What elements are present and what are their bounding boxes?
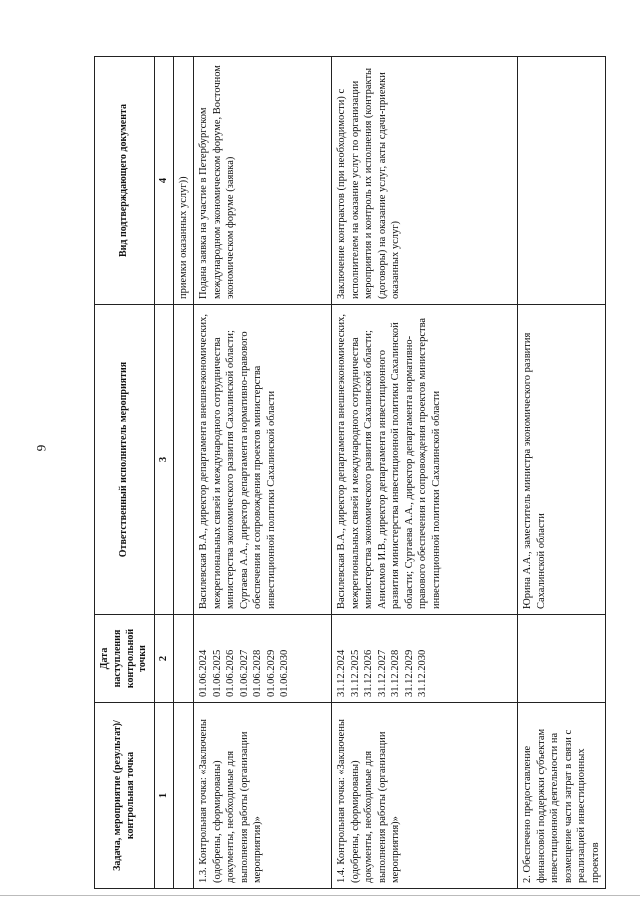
document-cell: Заключение контрактов (при необходимости) с исполнителем на оказание услуг по организации мероприятия и контроль их исполнения (контракты (договоры) на оказание услуг, акты сдачи-приемки оказанных услуг)	[332, 57, 518, 305]
responsible-cell: Юрина А.А., заместитель министра экономического развития Сахалинской области	[518, 305, 606, 615]
task-cell: 1.3. Контрольная точка: «Заключены (одобрены, сформированы) документы, необходимые для выполнения работы (организации мероприятия)»	[194, 703, 332, 889]
date-value: 01.06.2029	[265, 649, 277, 697]
task-cell: 1.4. Контрольная точка: «Заключены (одобрены, сформированы) документы, необходимые для выполнения работы (организации мероприятия)»	[332, 703, 518, 889]
task-cell: 2. Обеспечено предоставление финансовой поддержки субъектам инвестиционной деятельности на возмещение части затрат в связи с реализацией инвестиционных проектов	[518, 703, 606, 889]
column-number: 4	[155, 57, 174, 305]
control-points-table	[94, 56, 606, 889]
rotated-table-container	[94, 57, 601, 889]
date-value: 01.06.2025	[211, 649, 223, 697]
responsible-cell	[174, 305, 194, 615]
column-number: 3	[155, 305, 174, 615]
document-cell: приемки оказанных услуг))	[174, 57, 194, 305]
table-row	[194, 57, 332, 889]
date-cell	[518, 615, 606, 703]
page-bottom-line	[0, 895, 640, 896]
document-cell	[518, 57, 606, 305]
date-value: 01.06.2027	[238, 649, 250, 697]
date-value: 31.12.2029	[403, 649, 415, 697]
header-row	[95, 57, 155, 889]
column-number: 1	[155, 703, 174, 889]
header-date: Дата наступления контрольной точки	[95, 615, 155, 703]
date-value: 31.12.2025	[349, 649, 361, 697]
responsible-cell: Василевская В.А., директор департамента внешнеэкономических, межрегиональных связей и международного сотрудничества министерства экономического развития Сахалинской области; Суртаева А.А., директор департамента нормативно-правового обеспечения и сопровождения проектов министерства инвестиционной политики Сахалинской области	[194, 305, 332, 615]
table-row	[332, 57, 518, 889]
column-number: 2	[155, 615, 174, 703]
date-value: 01.06.2030	[279, 649, 291, 697]
date-value: 01.06.2024	[198, 649, 210, 697]
date-value: 31.12.2027	[376, 649, 388, 697]
column-number-row	[155, 57, 174, 889]
date-value: 31.12.2030	[417, 649, 429, 697]
date-cell	[332, 615, 518, 703]
header-document: Вид подтверждающего документа	[95, 57, 155, 305]
page-number: 9	[33, 444, 49, 452]
date-value: 31.12.2024	[336, 649, 348, 697]
date-value: 31.12.2026	[363, 649, 375, 697]
table-row	[174, 57, 194, 889]
document-cell: Подана заявка на участие в Петербургском международном экономическом форуме, Восточном экономическом форуме (заявка)	[194, 57, 332, 305]
date-value: 01.06.2026	[225, 649, 237, 697]
header-responsible: Ответственный исполнитель мероприятия	[95, 305, 155, 615]
date-value: 31.12.2028	[390, 649, 402, 697]
responsible-cell: Василевская В.А., директор департамента внешнеэкономических, межрегиональных связей и международного сотрудничества министерства экономического развития Сахалинской области; Анисимов И.В., директор департамента инвестиционного развития министерства инвестиционной политики Сахалинской области; Суртаева А.А., директор департамента нормативно-правового обеспечения и сопровождения проектов министерства инвестиционной политики Сахалинской области	[332, 305, 518, 615]
header-task: Задача, мероприятие (результат)/контрольная точка	[95, 703, 155, 889]
date-cell	[194, 615, 332, 703]
task-cell	[174, 703, 194, 889]
date-value: 01.06.2028	[252, 649, 264, 697]
table-row	[518, 57, 606, 889]
date-cell	[174, 615, 194, 703]
